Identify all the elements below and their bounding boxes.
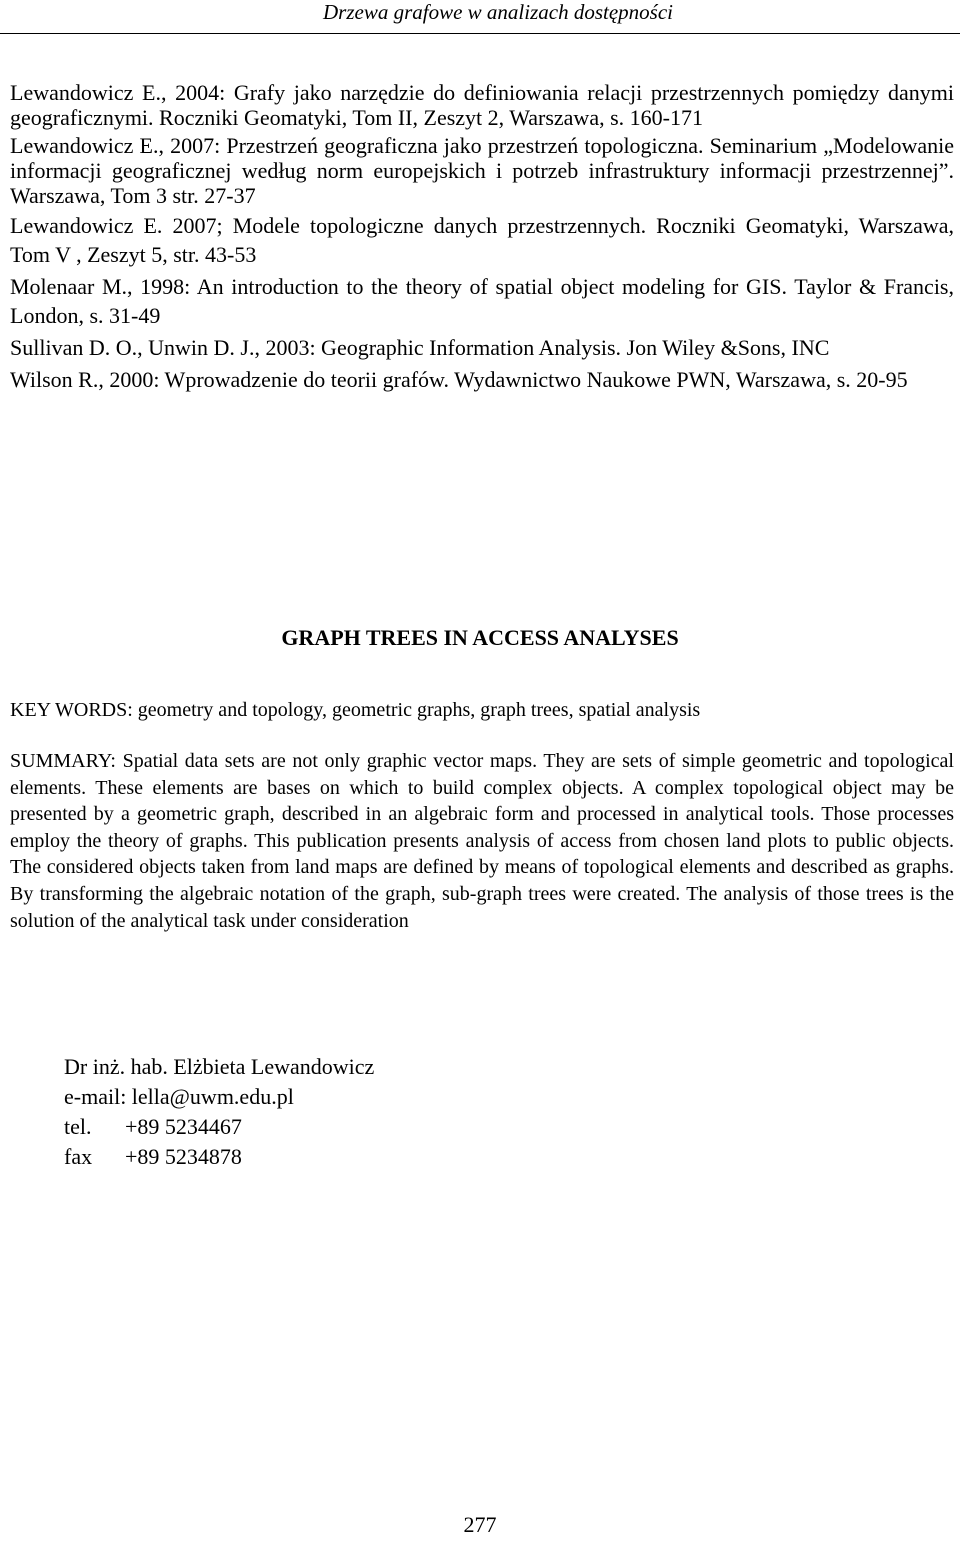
tel-label: tel. xyxy=(64,1114,92,1139)
running-header-title: Drzewa grafowe w analizach dostępności xyxy=(323,0,673,24)
article-title: GRAPH TREES IN ACCESS ANALYSES xyxy=(281,625,679,650)
references-list xyxy=(10,80,954,397)
author-phone xyxy=(64,1112,374,1142)
author-name: Dr inż. hab. Elżbieta Lewandowicz xyxy=(64,1054,375,1079)
author-block xyxy=(64,1052,374,1172)
keywords: KEY WORDS: geometry and topology, geometric graphs, graph trees, spatial analysis xyxy=(10,699,701,721)
reference-item: Wilson R., 2000: Wprowadzenie do teorii grafów. Wydawnictwo Naukowe PWN, Warszawa, s. 20-95 xyxy=(10,367,908,392)
reference-item: Molenaar M., 1998: An introduction to the theory of spatial object modeling for GIS. Taylor & Francis, London, s. 31-49 xyxy=(10,274,954,328)
summary: SUMMARY: Spatial data sets are not only graphic vector maps. They are sets of simple geometric and topological elements. These elements are bases on which to build complex objects. A complex topological object may be presented by a geometric graph, described in an algebraic form and processed in analytical tools. Those processes employ the theory of graphs. This publication presents analysis of access from chosen land plots to public objects. The considered objects taken from land maps are defined by means of topological elements and described as graphs. By transforming the algebraic notation of the graph, sub-graph trees were created. The analysis of those trees is the solution of the analytical task under consideration xyxy=(10,750,954,932)
page-number: 277 xyxy=(463,1512,497,1537)
fax-label: fax xyxy=(64,1144,93,1169)
author-fax xyxy=(64,1142,374,1172)
fax-value: +89 5234878 xyxy=(125,1144,242,1169)
reference-item: Lewandowicz E. 2007; Modele topologiczne danych przestrzennych. Roczniki Geomatyki, Warszawa, Tom V , Zeszyt 5, str. 43-53 xyxy=(10,213,954,267)
running-header xyxy=(0,0,960,34)
reference-item: Lewandowicz E., 2004: Grafy jako narzędzie do definiowania relacji przestrzennych pomiędzy danymi geograficznymi. Roczniki Geomatyki, Tom II, Zeszyt 2, Warszawa, s. 160-171 xyxy=(10,80,954,130)
reference-item: Lewandowicz E., 2007: Przestrzeń geograficzna jako przestrzeń topologiczna. Seminarium „Modelowanie informacji geograficznej według norm europejskich i potrzeb infrastruktury informacji przestrzennej”. Warszawa, Tom 3 str. 27-37 xyxy=(10,133,954,208)
header-rule xyxy=(0,33,960,34)
reference-item: Sullivan D. O., Unwin D. J., 2003: Geographic Information Analysis. Jon Wiley &Sons, INC xyxy=(10,335,830,360)
author-email: e-mail: lella@uwm.edu.pl xyxy=(64,1084,294,1109)
tel-value: +89 5234467 xyxy=(125,1114,242,1139)
